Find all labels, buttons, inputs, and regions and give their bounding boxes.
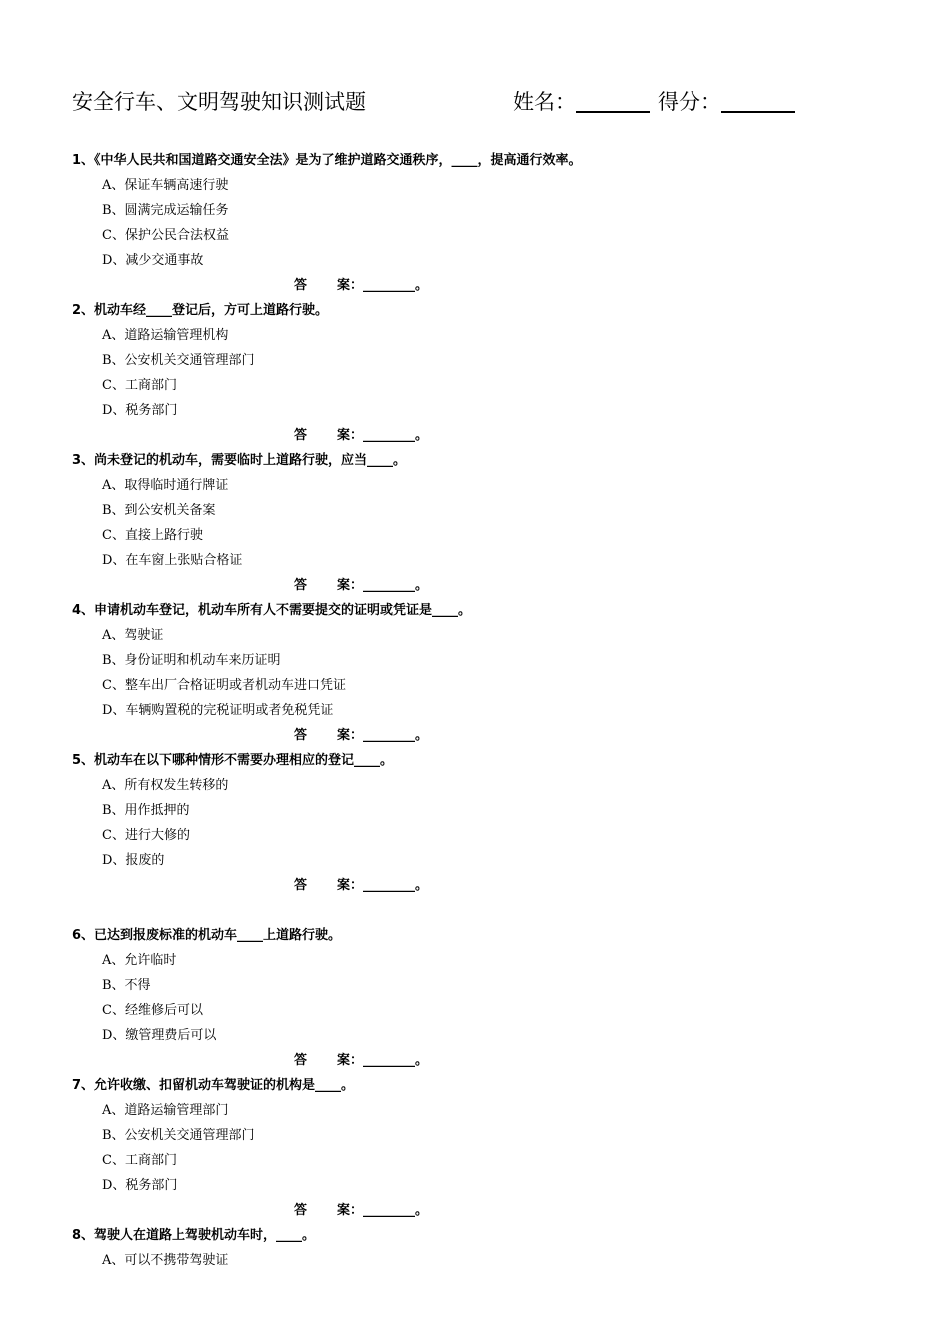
question-text: 7、允许收缴、扣留机动车驾驶证的机构是____。 bbox=[72, 1078, 355, 1093]
option-b: B、不得 bbox=[102, 978, 151, 993]
answer-label-a: 答 bbox=[294, 428, 308, 443]
answer-label-a: 答 bbox=[294, 878, 308, 893]
answer-label-a: 答 bbox=[294, 278, 308, 293]
option-b: B、公安机关交通管理部门 bbox=[102, 1128, 255, 1143]
answer-label-b: 案：________。 bbox=[337, 428, 429, 443]
answer-line bbox=[72, 1048, 892, 1073]
answer-label-b: 案：________。 bbox=[337, 1053, 429, 1068]
name-score-fields bbox=[513, 86, 795, 116]
option-d: D、缴管理费后可以 bbox=[102, 1028, 217, 1043]
answer-label-b: 案：________。 bbox=[337, 878, 429, 893]
answer-line bbox=[72, 723, 892, 748]
option-d: D、报废的 bbox=[102, 853, 165, 868]
question-7 bbox=[72, 1073, 892, 1223]
answer-label-b: 案：________。 bbox=[337, 278, 429, 293]
option-d: D、减少交通事故 bbox=[102, 253, 204, 268]
question-text: 8、驾驶人在道路上驾驶机动车时，____。 bbox=[72, 1228, 316, 1243]
answer-label-b: 案：________。 bbox=[337, 728, 429, 743]
question-4 bbox=[72, 598, 892, 748]
option-b: B、公安机关交通管理部门 bbox=[102, 353, 255, 368]
option-a: A、道路运输管理部门 bbox=[102, 1103, 229, 1118]
spacer bbox=[72, 898, 892, 923]
score-label: 得分： bbox=[658, 90, 721, 114]
answer-label-a: 答 bbox=[294, 1203, 308, 1218]
answer-label-a: 答 bbox=[294, 1053, 308, 1068]
option-a: A、允许临时 bbox=[102, 953, 177, 968]
answer-label-a: 答 bbox=[294, 578, 308, 593]
option-d: D、在车窗上张贴合格证 bbox=[102, 553, 243, 568]
option-a: A、可以不携带驾驶证 bbox=[102, 1253, 229, 1268]
option-c: C、经维修后可以 bbox=[102, 1003, 203, 1018]
option-d: D、税务部门 bbox=[102, 403, 178, 418]
option-c: C、保护公民合法权益 bbox=[102, 228, 229, 243]
option-a: A、取得临时通行牌证 bbox=[102, 478, 229, 493]
question-text: 6、已达到报废标准的机动车____上道路行驶。 bbox=[72, 928, 342, 943]
question-1 bbox=[72, 148, 892, 298]
option-a: A、道路运输管理机构 bbox=[102, 328, 229, 343]
answer-label-b: 案：________。 bbox=[337, 1203, 429, 1218]
answer-line bbox=[72, 873, 892, 898]
page-title: 安全行车、文明驾驶知识测试题 bbox=[72, 90, 366, 114]
answer-line bbox=[72, 423, 892, 448]
question-2 bbox=[72, 298, 892, 448]
answer-line bbox=[72, 1198, 892, 1223]
option-b: B、身份证明和机动车来历证明 bbox=[102, 653, 281, 668]
option-a: A、驾驶证 bbox=[102, 628, 164, 643]
question-text: 2、机动车经____登记后，方可上道路行驶。 bbox=[72, 303, 329, 318]
option-b: B、圆满完成运输任务 bbox=[102, 203, 229, 218]
answer-label-a: 答 bbox=[294, 728, 308, 743]
option-d: D、税务部门 bbox=[102, 1178, 178, 1193]
option-c: C、进行大修的 bbox=[102, 828, 190, 843]
name-blank[interactable] bbox=[576, 91, 650, 113]
question-text: 4、申请机动车登记，机动车所有人不需要提交的证明或凭证是____。 bbox=[72, 603, 472, 618]
answer-line bbox=[72, 573, 892, 598]
answer-label-b: 案：________。 bbox=[337, 578, 429, 593]
question-6 bbox=[72, 923, 892, 1073]
option-a: A、所有权发生转移的 bbox=[102, 778, 229, 793]
option-c: C、整车出厂合格证明或者机动车进口凭证 bbox=[102, 678, 346, 693]
question-text: 5、机动车在以下哪种情形不需要办理相应的登记____。 bbox=[72, 753, 394, 768]
option-b: B、用作抵押的 bbox=[102, 803, 190, 818]
name-label: 姓名： bbox=[513, 90, 576, 114]
question-5 bbox=[72, 748, 892, 898]
question-text: 1、《中华人民共和国道路交通安全法》是为了维护道路交通秩序，____，提高通行效率。 bbox=[72, 153, 582, 168]
option-d: D、车辆购置税的完税证明或者免税凭证 bbox=[102, 703, 334, 718]
option-b: B、到公安机关备案 bbox=[102, 503, 216, 518]
question-3 bbox=[72, 448, 892, 598]
option-c: C、工商部门 bbox=[102, 378, 177, 393]
option-c: C、直接上路行驶 bbox=[102, 528, 203, 543]
score-blank[interactable] bbox=[721, 91, 795, 113]
question-list bbox=[72, 148, 892, 1273]
answer-line bbox=[72, 273, 892, 298]
question-text: 3、尚未登记的机动车，需要临时上道路行驶，应当____。 bbox=[72, 453, 407, 468]
question-8 bbox=[72, 1223, 892, 1273]
option-a: A、保证车辆高速行驶 bbox=[102, 178, 229, 193]
option-c: C、工商部门 bbox=[102, 1153, 177, 1168]
